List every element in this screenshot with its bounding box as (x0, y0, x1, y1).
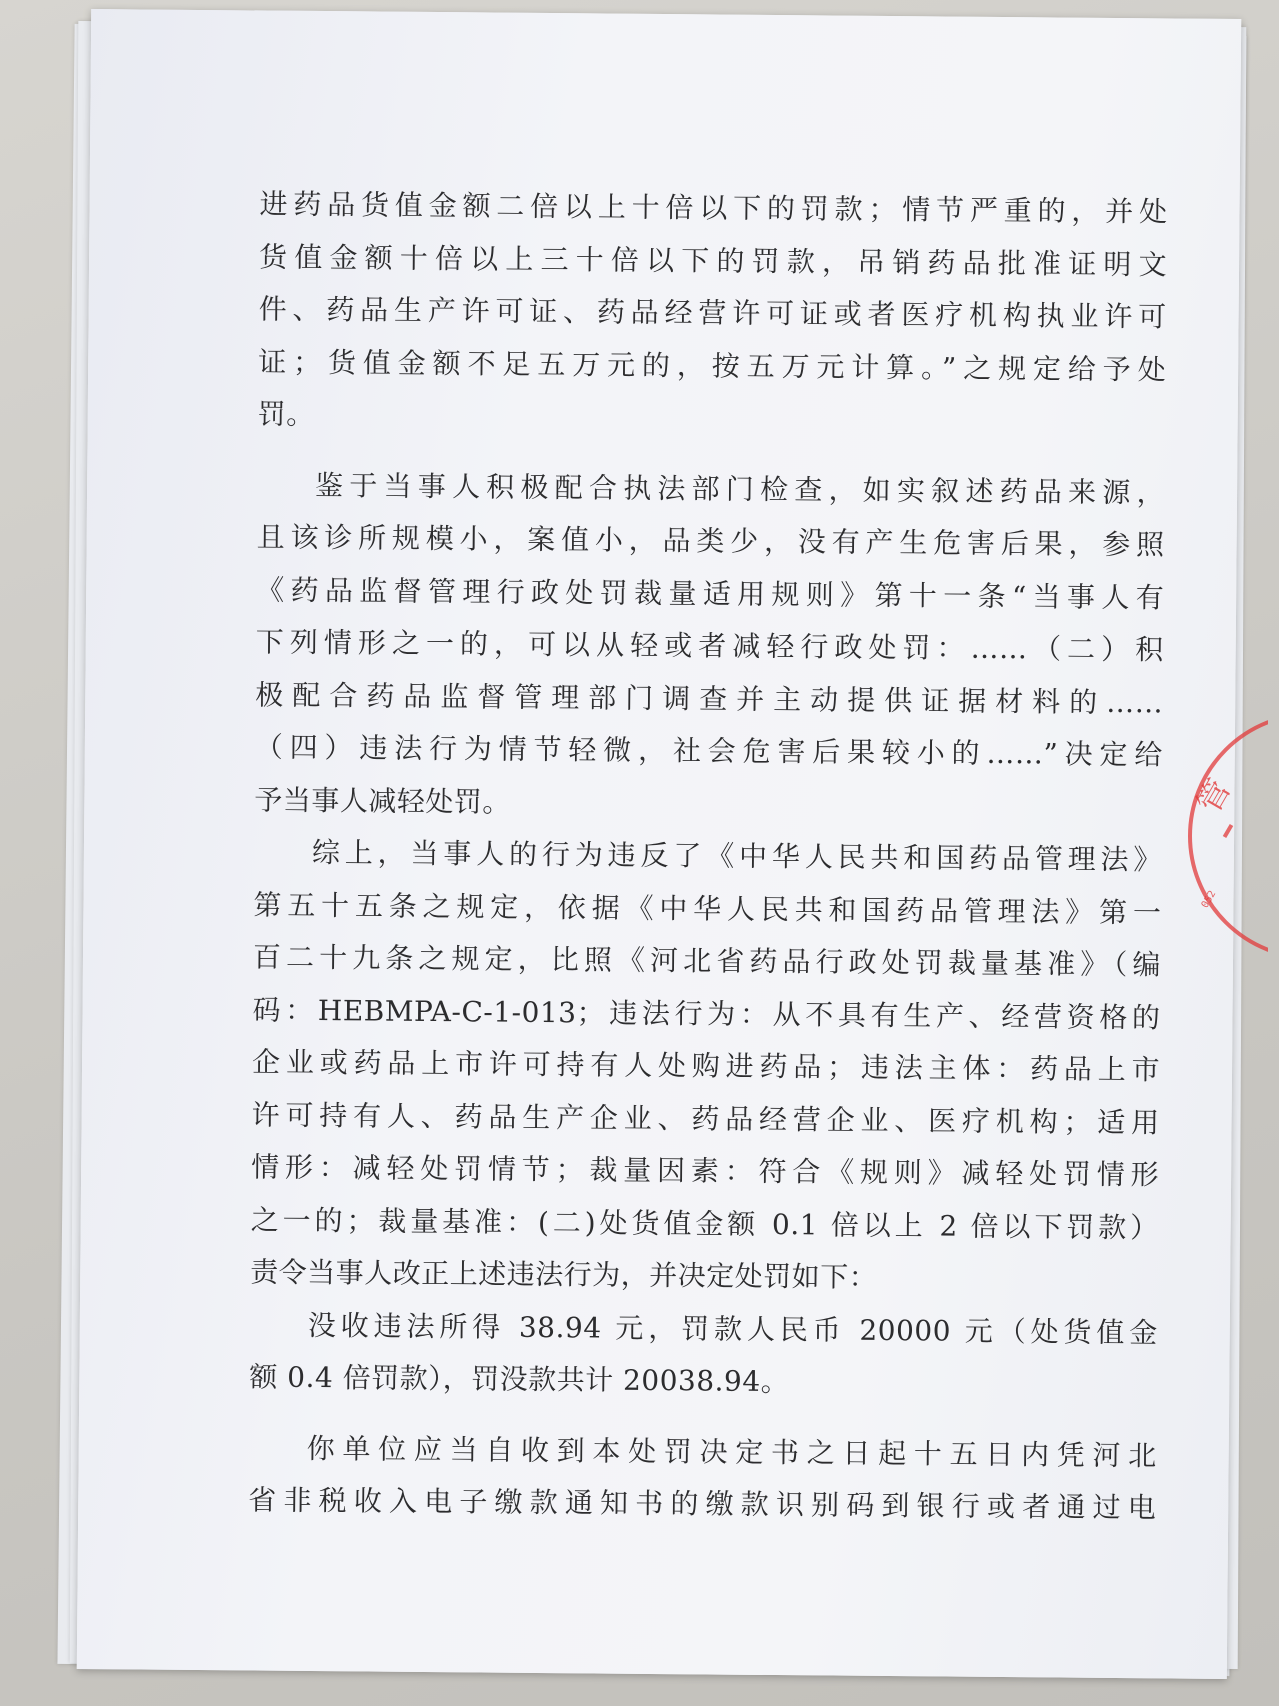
text-line: 进药品货值金额二倍以上十倍以下的罚款；情节严重的，并处 (259, 187, 1168, 229)
text-line: （四）违法行为情节轻微，社会危害后果较小的……”决定给 (254, 730, 1163, 772)
text-line: 罚。 (257, 397, 315, 431)
text-line: 鉴于当事人积极配合执法部门检查，如实叙述药品来源， (314, 468, 1166, 509)
text-line: 企业或药品上市许可持有人处购进药品；违法主体：药品上市 (251, 1045, 1161, 1087)
text-line: 没收违法所得 38.94 元，罚款人民币 20000 元（处货值金 (307, 1308, 1158, 1349)
text-line: 你单位应当自收到本处罚决定书之日起十五日内凭河北 (306, 1431, 1157, 1472)
text-line: 许可持有人、药品生产企业、药品经营企业、医疗机构；适用 (251, 1097, 1160, 1139)
text-line: 百二十九条之规定，比照《河北省药品行政处罚裁量基准》（编 (252, 940, 1162, 982)
text-line: 码：HEBMPA-C-1-013；违法行为：从不具有生产、经营资格的 (252, 992, 1161, 1034)
text-line: 综上，当事人的行为违反了《中华人民共和国药品管理法》 (311, 835, 1163, 877)
text-line: 额 0.4 倍罚款），罚没款共计 20038.94。 (249, 1360, 790, 1399)
seal-ring (1188, 712, 1268, 960)
text-line: 省非税收入电子缴款通知书的缴款识别码到银行或者通过电 (248, 1483, 1157, 1525)
text-line: 且该诊所规模小，案值小，品类少，没有产生危害后果，参照 (256, 520, 1165, 562)
text-line: 件、药品生产许可证、药品经营许可证或者医疗机构执业许可 (258, 292, 1167, 334)
document-body (248, 178, 1168, 1534)
text-line: 下列情形之一的，可以从轻或者减轻行政处罚：……（二）积 (255, 625, 1164, 667)
text-line: 极配合药品监督管理部门调查并主动提供证据材料的…… (255, 677, 1164, 719)
text-line: 情形：减轻处罚情节；裁量因素：符合《规则》减轻处罚情形 (251, 1150, 1160, 1192)
document-page (77, 9, 1241, 1679)
text-line: 第五十五条之规定，依据《中华人民共和国药品管理法》第一 (253, 887, 1162, 929)
official-seal-stamp (1178, 712, 1268, 972)
seal-character: 管 (1189, 772, 1239, 820)
text-line: 《药品监督管理行政处罚裁量适用规则》第十一条“当事人有 (256, 572, 1165, 614)
text-line: 之一的；裁量基准：(二)处货值金额 0.1 倍以上 2 倍以下罚款） (250, 1202, 1159, 1244)
text-line: 货值金额十倍以上三十倍以下的罚款，吊销药品批准证明文 (258, 239, 1168, 281)
text-line: 予当事人减轻处罚。 (254, 782, 512, 819)
text-line: 证；货值金额不足五万元的，按五万元计算。”之规定给予处 (258, 344, 1167, 386)
text-line: 责令当事人改正上述违法行为，并决定处罚如下： (250, 1255, 878, 1294)
seal-number: 052 (1199, 888, 1219, 911)
